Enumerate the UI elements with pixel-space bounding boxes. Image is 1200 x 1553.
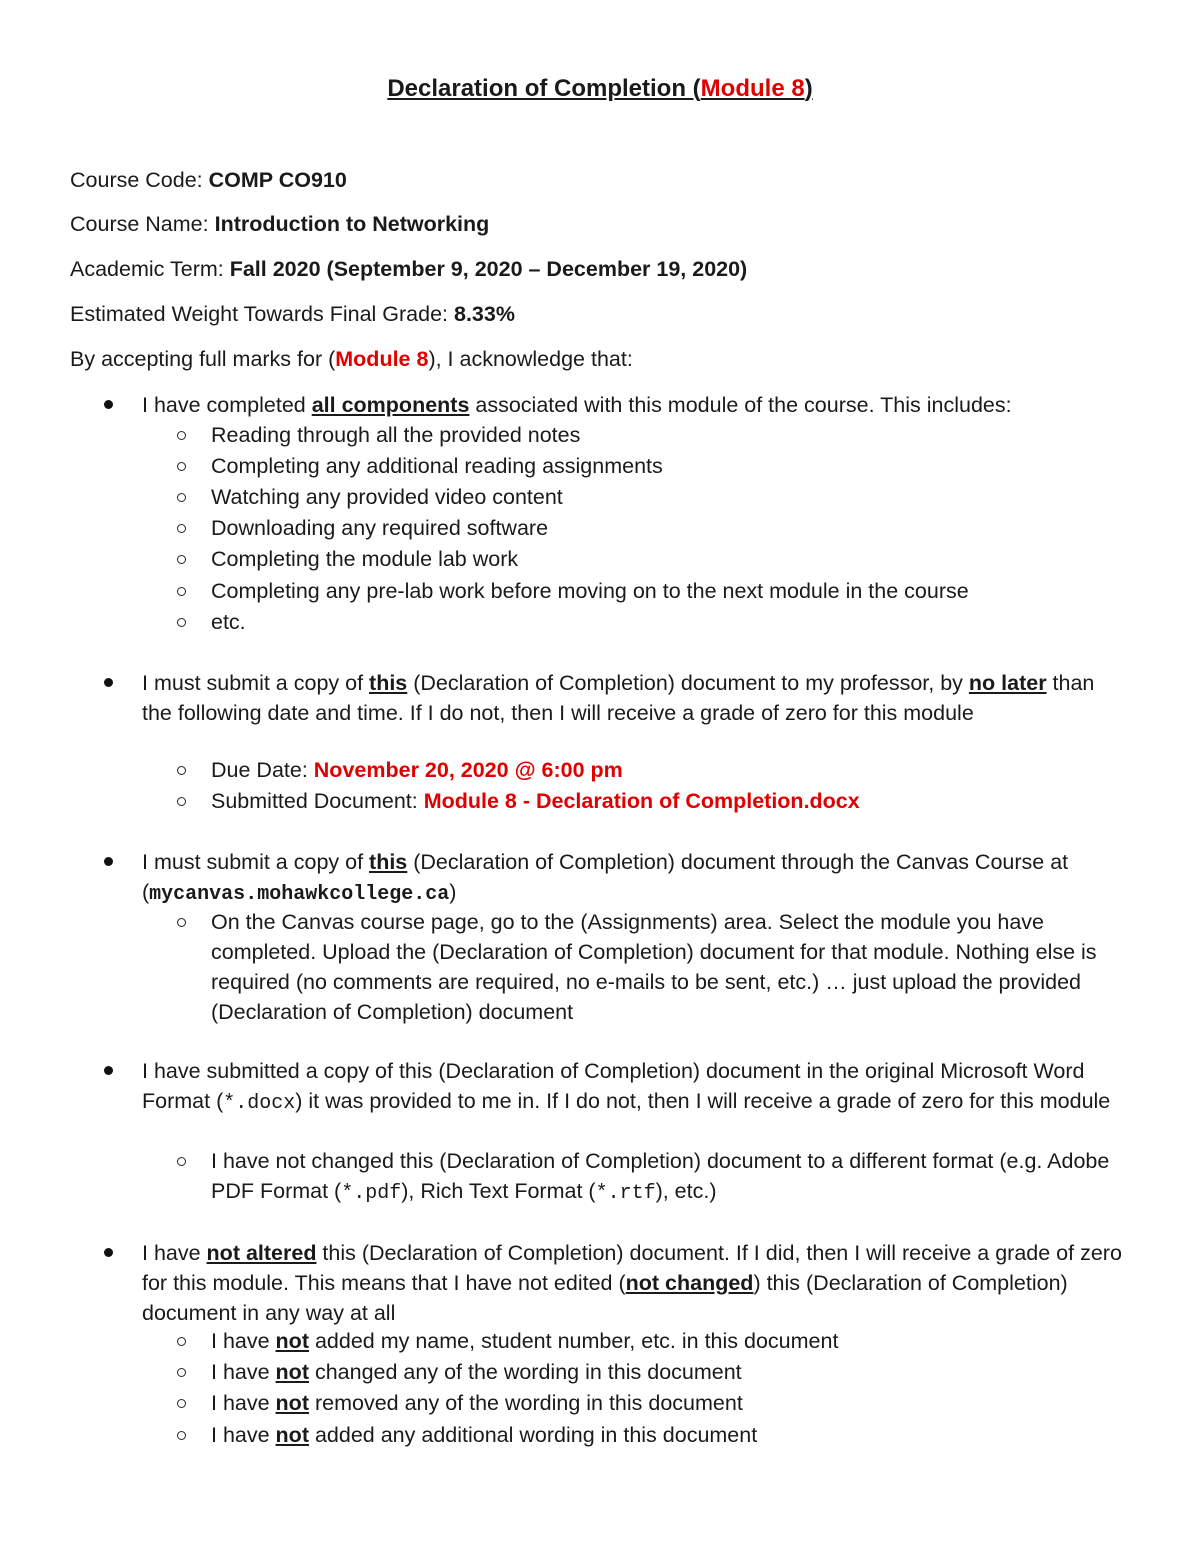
rtf-extension: *.rtf [595,1182,656,1205]
sub-text: I have [211,1423,276,1447]
weight-value: 8.33% [454,302,515,326]
sub-emphasis-not: not [275,1391,309,1415]
weight-label: Estimated Weight Towards Final Grade: [70,302,454,326]
due-date-line [211,755,1131,785]
sub-text: removed any of the wording in this document [308,1391,743,1415]
sub-item: Reading through all the provided notes [211,423,581,447]
canvas-url: mycanvas.mohawkcollege.ca [149,883,450,906]
sub-bullet-icon [177,766,186,775]
course-code-line [70,165,347,195]
sub-text: added any additional wording in this document [308,1423,758,1447]
sub-bullet-icon [177,587,186,596]
b5-emphasis-not-altered: not altered [206,1241,317,1265]
b1-emphasis: all components [311,393,470,417]
b5-emphasis-not-changed: not changed [625,1271,754,1295]
due-date-value: November 20, 2020 @ 6:00 pm [313,758,623,782]
b2-emphasis-no-later: no later [968,671,1047,695]
sub-bullet-icon [177,493,186,502]
bullet-completed-components [142,390,1127,420]
bullet-not-altered [142,1238,1127,1328]
bullet-icon [104,857,113,866]
b5-after: ) this (Declaration of Completion) document in any way at all [142,1271,1068,1325]
sub-bullet-icon [177,1399,186,1408]
canvas-instructions: On the Canvas course page, go to the (Assignments) area. Select the module you have completed. Upload the (Declaration of Completion) document for that module. Nothing else is required (no comments are required, no e-mails to be sent, etc.) … just upload the provided (Declaration of Completion) document [211,910,1097,1024]
sub-text: I have [211,1360,276,1384]
format-mid: ), Rich Text Format ( [401,1179,596,1203]
bullet-icon [104,400,113,409]
bullet-word-format [142,1056,1127,1119]
b2-text: I must submit a copy of [142,671,370,695]
sub-bullet-icon [177,618,186,627]
weight-line [70,299,515,329]
sub-item [211,1420,1131,1450]
sub-item [211,1388,1131,1418]
b4-after: ) it was provided to me in. If I do not, then I will receive a grade of zero for this module [295,1089,1111,1113]
course-code-value: COMP CO910 [208,168,347,192]
sub-item: Completing the module lab work [211,547,519,571]
sub-text: I have [211,1329,276,1353]
b3-after: ) [449,880,457,904]
sub-bullet-icon [177,1157,186,1166]
sub-emphasis-not: not [275,1423,309,1447]
title-close: ) [804,75,813,102]
format-unchanged-line [211,1146,1131,1209]
intro-text: By accepting full marks for ( [70,347,336,371]
docx-extension: *.docx [223,1092,296,1115]
b3-text: I must submit a copy of [142,850,370,874]
sub-item: Completing any pre-lab work before moving on to the next module in the course [211,579,969,603]
intro-module: Module 8 [335,347,429,371]
pdf-extension: *.pdf [341,1182,402,1205]
b1-after: associated with this module of the course. This includes: [469,393,1012,417]
term-value: Fall 2020 (September 9, 2020 – December 19, 2020) [229,257,748,281]
sub-text: changed any of the wording in this document [308,1360,742,1384]
document-title [0,72,1200,106]
academic-term-line [70,254,747,284]
b1-text: I have completed [142,393,312,417]
bullet-submit-to-professor [142,668,1127,728]
sub-bullet-icon [177,524,186,533]
b2-after: than the following date and time. If I do not, then I will receive a grade of zero for this module [142,671,1095,725]
b5-text: I have [142,1241,207,1265]
sub-bullet-icon [177,431,186,440]
bullet-submit-canvas [142,847,1127,910]
sub-item [211,1357,1131,1387]
sub-bullet-icon [177,1368,186,1377]
course-name-line [70,209,489,239]
sub-text: added my name, student number, etc. in this document [308,1329,839,1353]
sub-emphasis-not: not [275,1329,309,1353]
sub-bullet-icon [177,797,186,806]
sub-item: Watching any provided video content [211,485,563,509]
b3-emphasis: this [369,850,408,874]
b2-mid: (Declaration of Completion) document to my professor, by [407,671,969,695]
sub-bullet-icon [177,1337,186,1346]
title-text: Declaration of Completion ( [387,75,701,102]
sub-bullet-icon [177,918,186,927]
submitted-document-label: Submitted Document: [211,789,424,813]
title-module: Module 8 [700,75,805,102]
bullet-icon [104,1066,113,1075]
term-label: Academic Term: [70,257,230,281]
intro-line [70,344,633,374]
b5-mid: this (Declaration of Completion) document. If I did, then I will receive a grade of zero for this module. This means that I have not edited ( [142,1241,1122,1295]
sub-item: Completing any additional reading assignments [211,454,663,478]
sub-item: Downloading any required software [211,516,549,540]
due-date-label: Due Date: [211,758,314,782]
b4-text: I have submitted a copy of this (Declaration of Completion) document in the original Microsoft Word Format ( [142,1059,1085,1113]
bullet-icon [104,1248,113,1257]
format-after: ), etc.) [655,1179,717,1203]
b2-emphasis-this: this [369,671,408,695]
course-code-label: Course Code: [70,168,209,192]
sub-item: etc. [211,610,246,634]
course-name-value: Introduction to Networking [214,212,490,236]
course-name-label: Course Name: [70,212,215,236]
sub-bullet-icon [177,462,186,471]
format-text: I have not changed this (Declaration of Completion) document to a different format (e.g. Adobe PDF Format ( [211,1149,1110,1203]
submitted-document-line [211,786,1131,816]
sub-text: I have [211,1391,276,1415]
sub-bullet-icon [177,1431,186,1440]
sub-item [211,1326,1131,1356]
bullet-icon [104,678,113,687]
submitted-document-value: Module 8 - Declaration of Completion.docx [423,789,860,813]
intro-after: ), I acknowledge that: [428,347,633,371]
sub-bullet-icon [177,555,186,564]
b3-mid: (Declaration of Completion) document through the Canvas Course at ( [142,850,1069,904]
sub-emphasis-not: not [275,1360,309,1384]
